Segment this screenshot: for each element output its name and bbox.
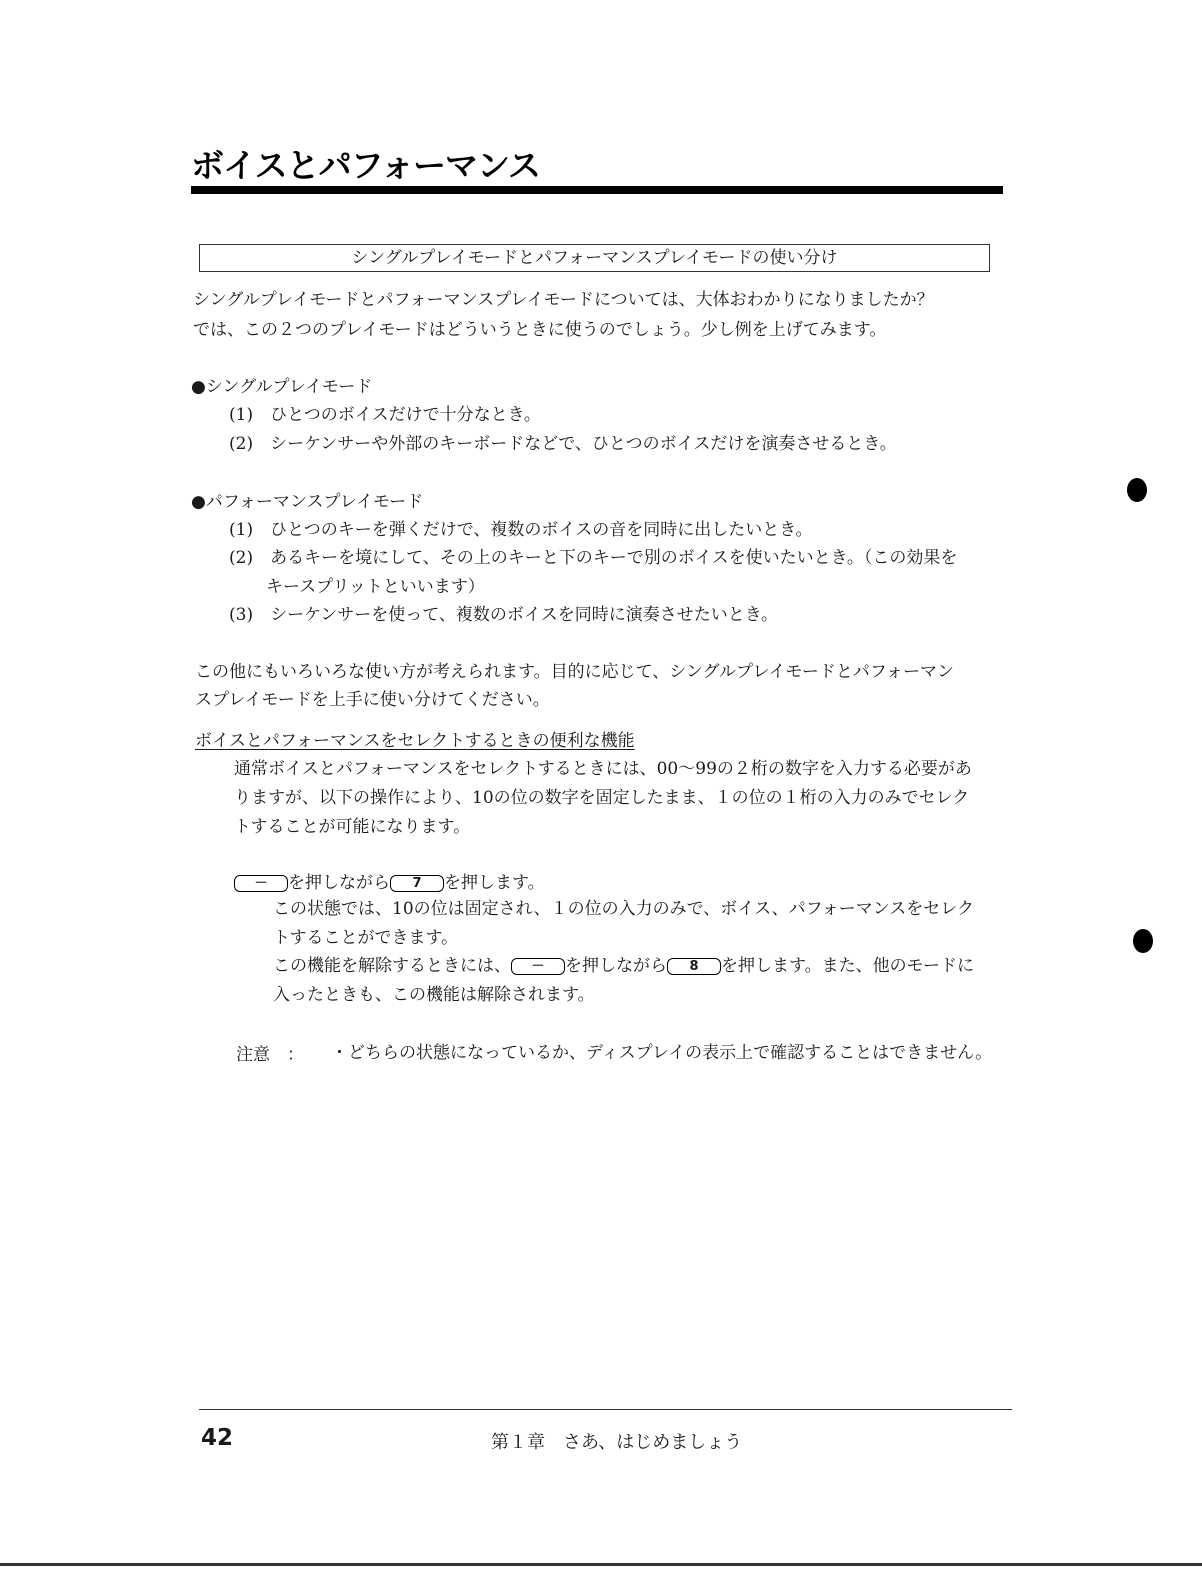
single-item-2 bbox=[229, 434, 897, 454]
item-number: (1) bbox=[229, 405, 254, 425]
item-text: ひとつのキーを弾くだけで、複数のボイスの音を同時に出したいとき。 bbox=[270, 520, 813, 540]
tip-body-1: 通常ボイスとパフォーマンスをセレクトするときには、00～99の２桁の数字を入力する必要があ bbox=[234, 759, 972, 779]
other-uses-line-1: この他にもいろいろな使い方が考えられます。目的に応じて、シングルプレイモードとパフォーマン bbox=[195, 662, 954, 682]
tip-explain-1: この状態では、10の位は固定され、１の位の入力のみで、ボイス、パフォーマンスをセレク bbox=[273, 899, 974, 919]
item-number: (2) bbox=[229, 548, 254, 568]
intro-line-2: では、この２つのプレイモードはどういうときに使うのでしょう。少し例を上げてみます。 bbox=[193, 320, 887, 340]
tip-release-cont: 入ったときも、この機能は解除されます。 bbox=[273, 985, 595, 1005]
tip-explain-2: トすることができます。 bbox=[273, 928, 459, 948]
performance-mode-heading: ●パフォーマンスプレイモード bbox=[191, 492, 424, 512]
seven-key-label: 7 bbox=[390, 875, 444, 892]
performance-item-2 bbox=[229, 548, 957, 568]
minus-key-label: － bbox=[511, 958, 565, 975]
performance-item-1 bbox=[229, 520, 813, 540]
step-end-text: を押します。 bbox=[444, 873, 545, 893]
tip-heading: ボイスとパフォーマンスをセレクトするときの便利な機能 bbox=[195, 731, 635, 751]
release-pre-text: この機能を解除するときには、 bbox=[273, 956, 511, 976]
section-heading-box: シングルプレイモードとパフォーマンスプレイモードの使い分け bbox=[199, 244, 990, 272]
item-number: (3) bbox=[229, 605, 254, 625]
binding-hole-mark bbox=[1133, 929, 1153, 953]
item-text: シーケンサーを使って、複数のボイスを同時に演奏させたいとき。 bbox=[270, 605, 779, 625]
binding-hole-mark bbox=[1127, 478, 1147, 502]
footer-rule bbox=[199, 1409, 1012, 1410]
step-mid-text: を押しながら bbox=[288, 873, 390, 893]
performance-item-3 bbox=[229, 605, 778, 625]
single-item-1 bbox=[229, 405, 541, 425]
eight-key-label: 8 bbox=[667, 958, 721, 975]
other-uses-line-2: スプレイモードを上手に使い分けてください。 bbox=[195, 690, 550, 710]
item-text: ひとつのボイスだけで十分なとき。 bbox=[270, 405, 541, 425]
performance-item-2-cont: キースプリットといいます） bbox=[266, 577, 485, 597]
intro-line-1: シングルプレイモードとパフォーマンスプレイモードについては、大体おわかりになりましたか？ bbox=[193, 290, 934, 310]
item-number: (1) bbox=[229, 520, 254, 540]
note-label: 注意 ： bbox=[236, 1045, 304, 1065]
item-text: あるキーを境にして、その上のキーと下のキーで別のボイスを使いたいとき。（この効果を bbox=[270, 548, 958, 568]
scan-edge-line bbox=[0, 1563, 1202, 1566]
minus-key-label: － bbox=[234, 875, 288, 892]
item-text: シーケンサーや外部のキーボードなどで、ひとつのボイスだけを演奏させるとき。 bbox=[270, 434, 897, 454]
tip-body-2: りますが、以下の操作により、10の位の数字を固定したまま、１の位の１桁の入力のみでセレク bbox=[234, 788, 970, 808]
tip-body-3: トすることが可能になります。 bbox=[234, 817, 471, 837]
item-number: (2) bbox=[229, 434, 254, 454]
page-number: 42 bbox=[201, 1425, 234, 1451]
note-text: ・どちらの状態になっているか、ディスプレイの表示上で確認することはできません。 bbox=[331, 1043, 993, 1063]
release-mid-text: を押しながら bbox=[565, 956, 667, 976]
title-rule bbox=[191, 186, 1003, 194]
tip-release bbox=[273, 956, 974, 976]
single-mode-heading: ●シングルプレイモード bbox=[191, 377, 373, 397]
release-post-text: を押します。また、他のモードに bbox=[721, 956, 974, 976]
chapter-title: 第１章 さあ、はじめましょう bbox=[491, 1432, 743, 1453]
tip-step bbox=[234, 873, 545, 893]
page-title: ボイスとパフォーマンス bbox=[191, 146, 541, 185]
